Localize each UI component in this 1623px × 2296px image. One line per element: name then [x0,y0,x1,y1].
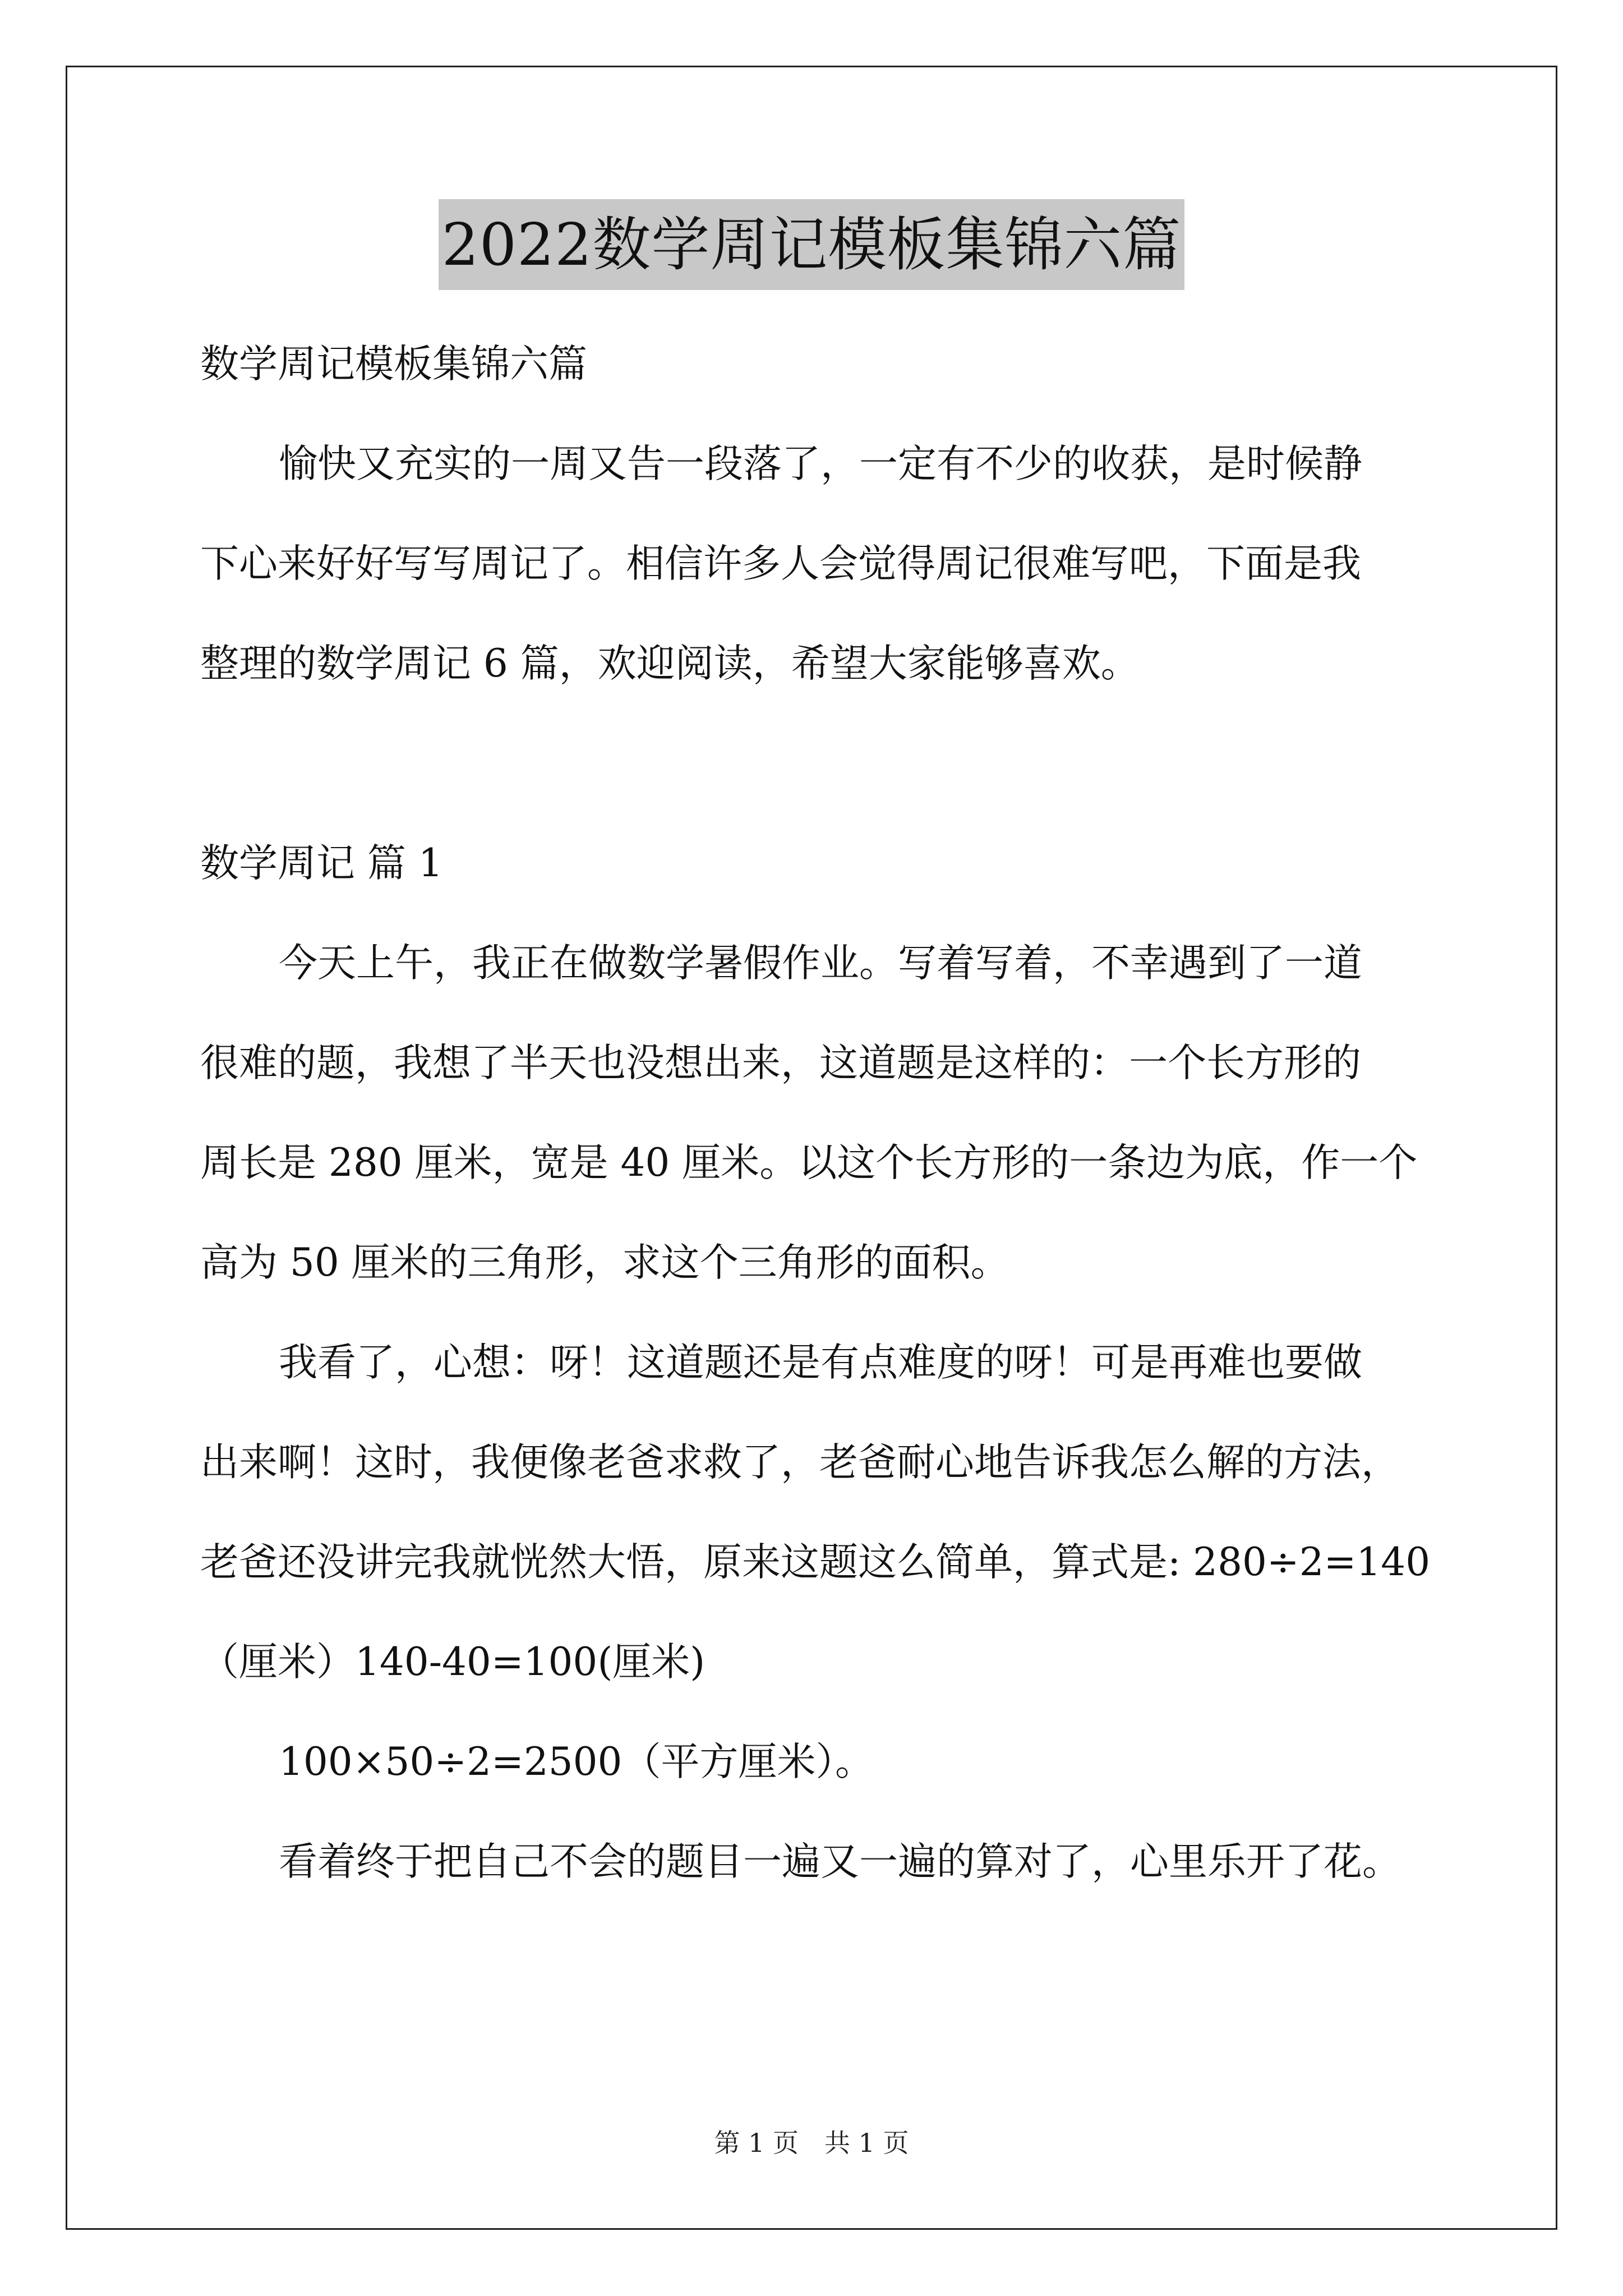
document-body [200,314,1434,1912]
paragraph-line: 出来啊！这时，我便像老爸求救了，老爸耐心地告诉我怎么解的方法， [200,1440,1400,1485]
page-footer: 第 1 页 共 1 页 [714,2128,909,2158]
subtitle: 数学周记模板集锦六篇 [200,342,587,386]
section-heading: 数学周记 篇 1 [200,841,443,886]
paragraph-line: 周长是 280 厘米，宽是 40 厘米。以这个长方形的一条边为底，作一个 [200,1140,1418,1185]
paragraph-line: （厘米）140-40=100(厘米) [200,1640,706,1685]
paragraph-line: 很难的题，我想了半天也没想出来，这道题是这样的：一个长方形的 [200,1041,1361,1085]
intro-line: 下心来好好写写周记了。相信许多人会觉得周记很难写吧，下面是我 [200,541,1361,586]
intro-line: 愉快又充实的一周又告一段落了，一定有不少的收获，是时候静 [279,441,1362,486]
intro-line: 整理的数学周记 6 篇，欢迎阅读，希望大家能够喜欢。 [200,641,1140,686]
closing-line: 看着终于把自己不会的题目一遍又一遍的算对了，心里乐开了花。 [279,1839,1401,1884]
paragraph-line: 今天上午，我正在做数学暑假作业。写着写着，不幸遇到了一道 [279,941,1362,986]
formula-line: 100×50÷2=2500（平方厘米）。 [279,1740,874,1784]
paragraph-line: 老爸还没讲完我就恍然大悟，原来这题这么简单，算式是: 280÷2=140 [200,1540,1431,1585]
section-spacer [200,714,1434,813]
document-title: 2022数学周记模板集锦六篇 [439,199,1185,290]
paragraph-line: 我看了，心想：呀！这道题还是有点难度的呀！可是再难也要做 [279,1340,1362,1385]
paragraph-line: 高为 50 厘米的三角形，求这个三角形的面积。 [200,1240,1009,1285]
title-container [0,199,1623,290]
